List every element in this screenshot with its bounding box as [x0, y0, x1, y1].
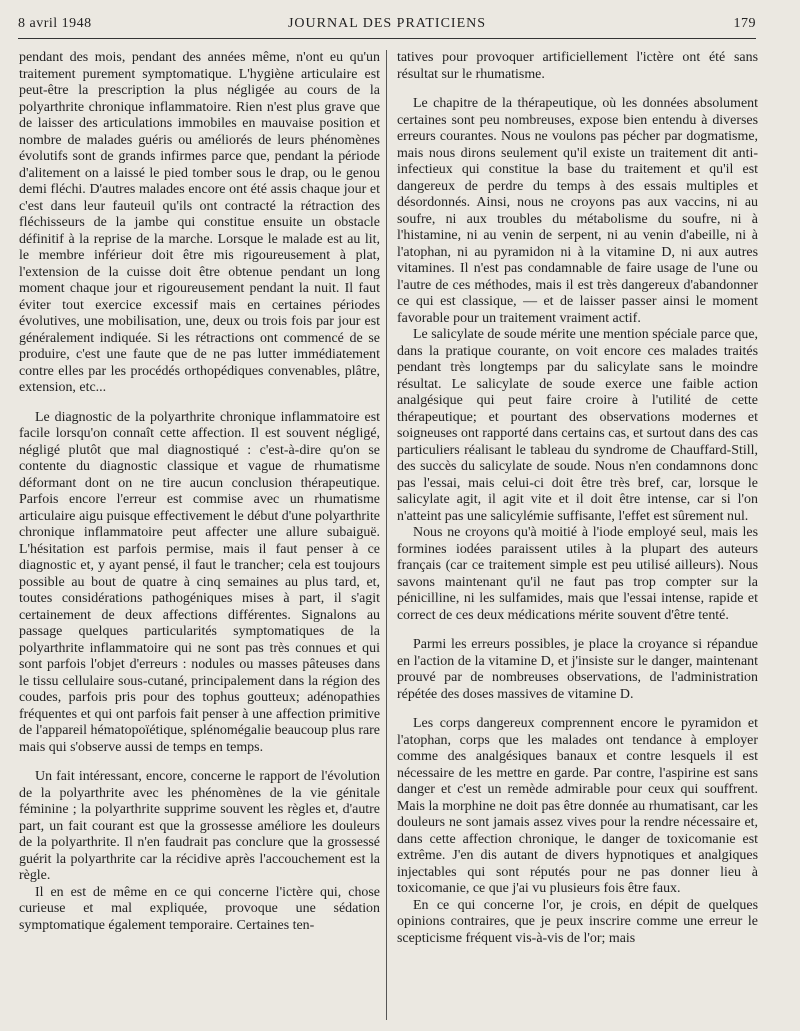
paragraph: pendant des mois, pendant des années même, n'ont eu qu'un traitement purement symptomatique. L'hygiène articulaire est peut-être la prescription la plus négligée au cours de la polyarthrite chronique inflammatoire. Rien n'est plus grave que de laisser des articulations immobiles en mauvaise position et nombre de malades guéris ou améliorés de leurs phénomènes évolutifs sont de grands infirmes parce que, pendant la période d'alitement on a laissé le pied tomber sous le drap, ou le genou demi fléchi. D'autres malades encore ont été assis chaque jour et c'est dans leur fauteuil qu'ils ont contracté la rétraction des fléchisseurs de la jambe qui constitue ensuite un obstacle définitif à la reprise de la marche. Lorsque le malade est au lit, le membre inférieur doit être mis rigoureusement à plat, l'extension de la cuisse doit être obtenue pendant un long moment chaque jour et rigoureusement pendant la nuit. Il faut éviter tout exercice excessif mais en certaines périodes évolutives, une mobilisation, une, deux ou trois fois par jour est généralement indiquée. Si les rétractions ont commencé de se produire, c'est une faute que de ne pas lutter immédiatement contre elles par les procédés orthopédiques convenables, plâtre, extension, etc... [19, 50, 380, 395]
paragraph: Un fait intéressant, encore, concerne le rapport de l'évolution de la polyarthrite avec les phénomènes de la vie génitale féminine ; la polyarthrite supprime souvent les règles et, d'autre part, un fait courant est que la grossesse améliore les douleurs de la polyarthrite. Il n'en faudrait pas conclure que la grossessé guérit la polyarthrite car la récidive après l'accouchement est la règle. [19, 769, 380, 883]
paragraph: Le diagnostic de la polyarthrite chronique inflammatoire est facile lorsqu'on connaît cette affection. Il est souvent négligé, négligé plutôt que mal diagnostiqué : c'est-à-dire qu'on se contente du diagnostic classique et vague de rhumatisme déformant dont on ne tire aucun conclusion thérapeutique. Parfois encore l'erreur est commise avec un rhumatisme articulaire aigu puisque effectivement le début d'une polyarthrite chronique inflammatoire peut affecter une allure subaiguë. L'hésitation est parfois permise, mais il faut penser à ce diagnostic et, y ayant pensé, il faut le trancher; cela est toujours possible au bout de quatre à cinq semaines au plus tard, et, toutes considérations pathogéniques mises à part, il s'agit certainement de deux affections différentes. Signalons au passage quelques particularités symptomatiques de la polyarthrite inflammatoire qui ne sont pas très connues et qui sont parfois l'objet d'erreurs : nodules ou masses pâteuses dans le tissu cellulaire sous-cutané, principalement dans la région des coudes, parfois pris pour des tophus goutteux; adénopathies fréquentes et qui ont parfois fait penser à une affection primitive de l'appareil hématopoïétique, splénomégalie beaucoup plus rare mais qui s'observe aussi de temps en temps. [19, 409, 380, 755]
paragraph: Nous ne croyons qu'à moitié à l'iode employé seul, mais les formines iodées paraissent utiles à la plupart des auteurs français (car ce traitement simple est peu utilisé ailleurs). Nous savons maintenant qu'il ne faut pas trop compter sur la pénicilline, ni les sulfamides, mais que l'essai intense, rapide et correct de ces deux médications mérite souvent d'être tenté. [397, 525, 758, 623]
header-page-number: 179 [733, 16, 756, 31]
left-column [19, 50, 380, 934]
paragraph: Les corps dangereux comprennent encore le pyramidon et l'atophan, corps que les malades ont tendance à employer comme des analgésiques banaux et contre lesquels il est nécessaire de les mettre en garde. Par contre, l'aspirine est sans danger et c'est un remède admirable pour ceux qui souffrent. Mais la morphine ne doit pas être donnée au rhumatisant, car les douleurs ne sont jamais assez vives pour la rendre nécessaire et, dans cette affection chronique, le danger de toxicomanie est extrême. J'en dis autant de divers hypnotiques et analgiques injectables qui sont réputés pour ne pas donner lieu à toxicomanie, ce que j'ai vu plusieurs fois être faux. [397, 716, 758, 896]
header-journal-title: JOURNAL DES PRATICIENS [287, 16, 487, 31]
paragraph: Le chapitre de la thérapeutique, où les données absolument certaines sont peu nombreuses, expose bien entendu à diverses erreurs courantes. Nous ne voulons pas pécher par dogmatisme, mais nous dirons seulement qu'il existe un traitement dit anti-infectieux qui constitue la base du traitement et qu'il est dangereux de perdre du temps à des essais multiples et désordonnés. Ainsi, nous ne croyons pas aux vaccins, ni au soufre, ni aux troubles du métabolisme du soufre, ni à l'histamine, ni au venin de serpent, ni au venin d'abeille, ni à l'atophan, ni au pyramidon ni à la vitamine D, ni aux autres vitamines. Il n'est pas condamnable de faire usage de l'une ou l'autre de ces méthodes, mais il est très dangereux d'abandonner ce qui est classique, — et de laisser passer ainsi le moment favorable pour un traitement vraiment actif. [397, 96, 758, 326]
right-column [397, 50, 758, 947]
paragraph: Le salicylate de soude mérite une mention spéciale parce que, dans la pratique courante, on voit encore ces malades traités pendant très longtemps par du salicylate sans le moindre résultat. Le salicylate de soude exerce une faible action analgésique qui peut faire croire à l'utilité de cette thérapeutique; et pourtant des observations modernes et soigneuses ont rapporté dans certains cas, et surtout dans des cas particuliers réalisant le tableau du syndrome de Chauffard-Still, des succès du salicylate de soude. Nous n'en condamnons donc pas l'essai, mais celui-ci doit être très bref, car, lorsque le salicylate agit, il agit vite et il doit être intense, car si l'on n'atteint pas une salicylémie suffisante, l'effet est sûrement nul. [397, 327, 758, 524]
running-header [18, 12, 756, 39]
paragraph: tatives pour provoquer artificiellement l'ictère ont été sans résultat sur le rhumatisme. [397, 50, 758, 82]
paragraph: En ce qui concerne l'or, je crois, en dépit de quelques opinions contraires, que je peux inscrire comme une erreur le scepticisme fréquent vis-à-vis de l'or; mais [397, 897, 758, 946]
paragraph: Parmi les erreurs possibles, je place la croyance si répandue en l'action de la vitamine D, et j'insiste sur le danger, maintenant prouvé par de nombreuses observations, de l'administration répétée des doses massives de vitamine D. [397, 637, 758, 702]
column-divider [386, 50, 387, 1020]
header-date: 8 avril 1948 [18, 16, 92, 31]
paragraph: Il en est de même en ce qui concerne l'ictère qui, chose curieuse et mal expliquée, provoque une sédation symptomatique également temporaire. Certaines ten- [19, 884, 380, 933]
